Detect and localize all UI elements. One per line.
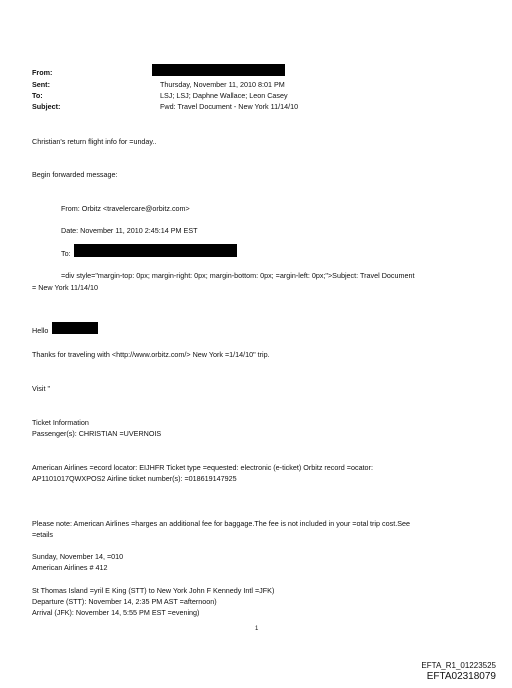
to-label: To: — [32, 91, 43, 100]
bates-stamp-1: EFTA_R1_01223525 — [421, 661, 496, 670]
forwarded-subject-line1: =div style="margin-top: 0px; margin-right: 0px; margin-bottom: 0px; =argin-left: 0px;">Subject: Travel Document — [61, 271, 415, 280]
flight-departure: Departure (STT): November 14, 2:35 PM AST =afternoon) — [32, 597, 217, 606]
flight-date: Sunday, November 14, =010 — [32, 552, 124, 561]
forwarded-subject-line2: = New York 11/14/10 — [32, 283, 98, 292]
thanks-text: Thanks for traveling with <http://www.orbitz.com/> New York =1/14/10" trip. — [32, 350, 270, 359]
passengers-text: Passenger(s): CHRISTIAN =UVERNOIS — [32, 429, 162, 438]
forwarded-to-label: To: — [61, 249, 71, 258]
redaction-to — [74, 244, 237, 257]
hello-text: Hello — [32, 326, 49, 335]
baggage-note-line1: Please note: American Airlines =harges an additional fee for baggage.The fee is not included in your =otal trip cost.See — [32, 519, 410, 528]
forwarded-from: From: Orbitz <travelercare@orbitz.com> — [61, 204, 190, 213]
intro-text: Christian's return flight info for =unday.. — [32, 137, 157, 146]
from-label: From: — [32, 68, 53, 77]
flight-route: St Thomas Island =yril E King (STT) to New York John F Kennedy Intl =JFK) — [32, 586, 275, 595]
visit-text: Visit " — [32, 384, 50, 393]
redaction-name — [52, 322, 98, 334]
page-number: 1 — [255, 626, 259, 632]
airline-record-line2: AP1101017QWXPOS2 Airline ticket number(s): =018619147925 — [32, 474, 237, 483]
forwarded-date: Date: November 11, 2010 2:45:14 PM EST — [61, 226, 198, 235]
to-value: LSJ; LSJ; Daphne Wallace; Leon Casey — [160, 91, 288, 100]
bates-stamp-2: EFTA02318079 — [426, 671, 496, 682]
redaction-from — [152, 64, 285, 76]
begin-forwarded-text: Begin forwarded message: — [32, 170, 118, 179]
subject-label: Subject: — [32, 102, 61, 111]
sent-value: Thursday, November 11, 2010 8:01 PM — [160, 80, 285, 89]
airline-record-line1: American Airlines =ecord locator: EIJHFR Ticket type =equested: electronic (e-ticket) Orbitz record =ocator: — [32, 463, 373, 472]
flight-airline: American Airlines # 412 — [32, 563, 108, 572]
baggage-note-line2: =etails — [32, 530, 53, 539]
subject-value: Fwd: Travel Document - New York 11/14/10 — [160, 102, 299, 111]
sent-label: Sent: — [32, 80, 50, 89]
flight-arrival: Arrival (JFK): November 14, 5:55 PM EST =evening) — [32, 608, 200, 617]
ticket-info-heading: Ticket Information — [32, 418, 89, 427]
